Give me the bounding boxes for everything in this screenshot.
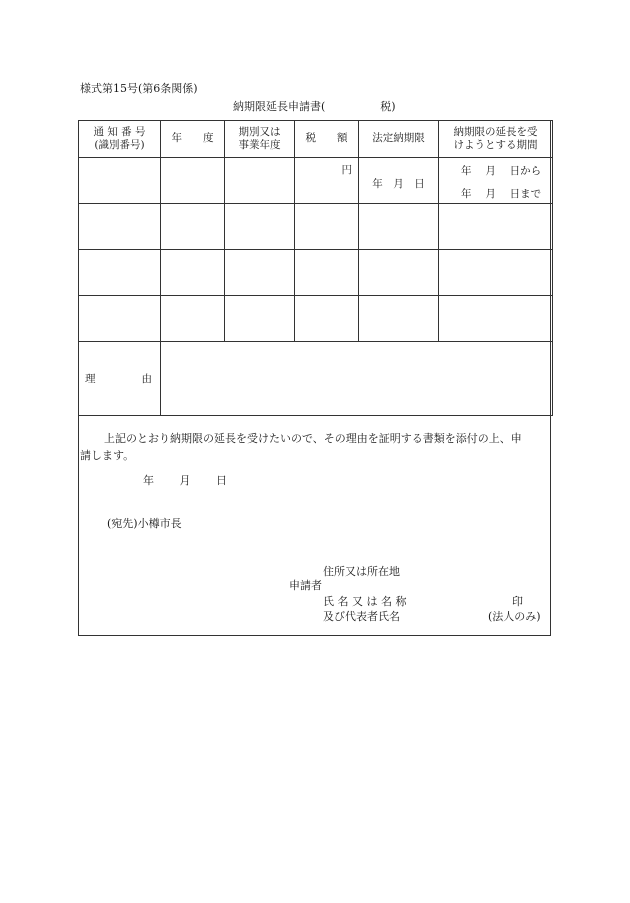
period-cell[interactable]: [225, 296, 295, 342]
tax-amount-cell[interactable]: [295, 296, 359, 342]
extension-from: 年 月 日から: [461, 165, 542, 177]
extension-period-cell[interactable]: [439, 296, 553, 342]
address-label: 住所又は所在地: [323, 565, 400, 578]
document-title: 納期限延長申請書( 税): [233, 100, 396, 113]
header-notice-number: [79, 121, 161, 158]
header-year: 年 度: [161, 121, 225, 158]
table-header-row: [79, 121, 553, 158]
tax-amount-cell[interactable]: [295, 204, 359, 250]
table-row: [79, 296, 553, 342]
header-legal-deadline: 法定納期限: [359, 121, 439, 158]
legal-deadline-cell[interactable]: [359, 158, 439, 204]
period-cell[interactable]: [225, 158, 295, 204]
year-cell[interactable]: [161, 296, 225, 342]
representative-label: 及び代表者氏名: [323, 610, 400, 623]
statement-line1: 上記のとおり納期限の延長を受けたいので、その理由を証明する書類を添付の上、申: [104, 432, 522, 445]
header-period-line2: 事業年度: [238, 139, 281, 151]
header-notice-number-line2: (識別番号): [94, 139, 145, 151]
deadline-date: 年 月 日: [372, 178, 425, 190]
notice-number-cell[interactable]: [79, 204, 161, 250]
notice-number-cell[interactable]: [79, 158, 161, 204]
corporation-only-note: (法人のみ): [488, 610, 541, 623]
header-extension-line2: けようとする期間: [453, 139, 538, 151]
notice-number-cell[interactable]: [79, 296, 161, 342]
table-row: [79, 158, 553, 204]
legal-deadline-cell[interactable]: [359, 204, 439, 250]
extension-period-cell[interactable]: [439, 158, 553, 204]
header-extension-line1: 納期限の延長を受: [453, 125, 538, 138]
addressee: (宛先)小樽市長: [107, 517, 182, 530]
applicant-label: 申請者: [289, 579, 322, 592]
application-date[interactable]: 年 月 日: [143, 474, 227, 487]
extension-period-cell[interactable]: [439, 250, 553, 296]
reason-label-left: 理: [85, 373, 96, 385]
reason-label: [79, 342, 161, 416]
header-period-line1: 期別又は: [238, 125, 281, 138]
extension-to: 年 月 日まで: [461, 188, 542, 200]
tax-amount-cell[interactable]: [295, 250, 359, 296]
year-cell[interactable]: [161, 204, 225, 250]
year-cell[interactable]: [161, 158, 225, 204]
reason-field[interactable]: [161, 342, 553, 416]
period-cell[interactable]: [225, 250, 295, 296]
header-extension-period: [439, 121, 553, 158]
reason-label-right: 由: [141, 373, 152, 385]
legal-deadline-cell[interactable]: [359, 296, 439, 342]
extension-period-cell[interactable]: [439, 204, 553, 250]
statement-line2: 請します。: [80, 448, 135, 462]
tax-amount-cell[interactable]: [295, 158, 359, 204]
statement: [80, 431, 550, 464]
reason-row: [79, 342, 553, 416]
header-period: [225, 121, 295, 158]
notice-number-cell[interactable]: [79, 250, 161, 296]
name-label: 氏 名 又 は 名 称: [323, 595, 407, 608]
seal-mark: 印: [512, 595, 523, 608]
header-tax-amount: 税 額: [295, 121, 359, 158]
yen-unit: 円: [341, 164, 352, 176]
legal-deadline-cell[interactable]: [359, 250, 439, 296]
table-row: [79, 250, 553, 296]
form-id: 様式第15号(第6条関係): [80, 82, 198, 95]
header-notice-number-line1: 通 知 番 号: [93, 125, 146, 138]
period-cell[interactable]: [225, 204, 295, 250]
year-cell[interactable]: [161, 250, 225, 296]
application-table: [78, 120, 553, 416]
table-row: [79, 204, 553, 250]
